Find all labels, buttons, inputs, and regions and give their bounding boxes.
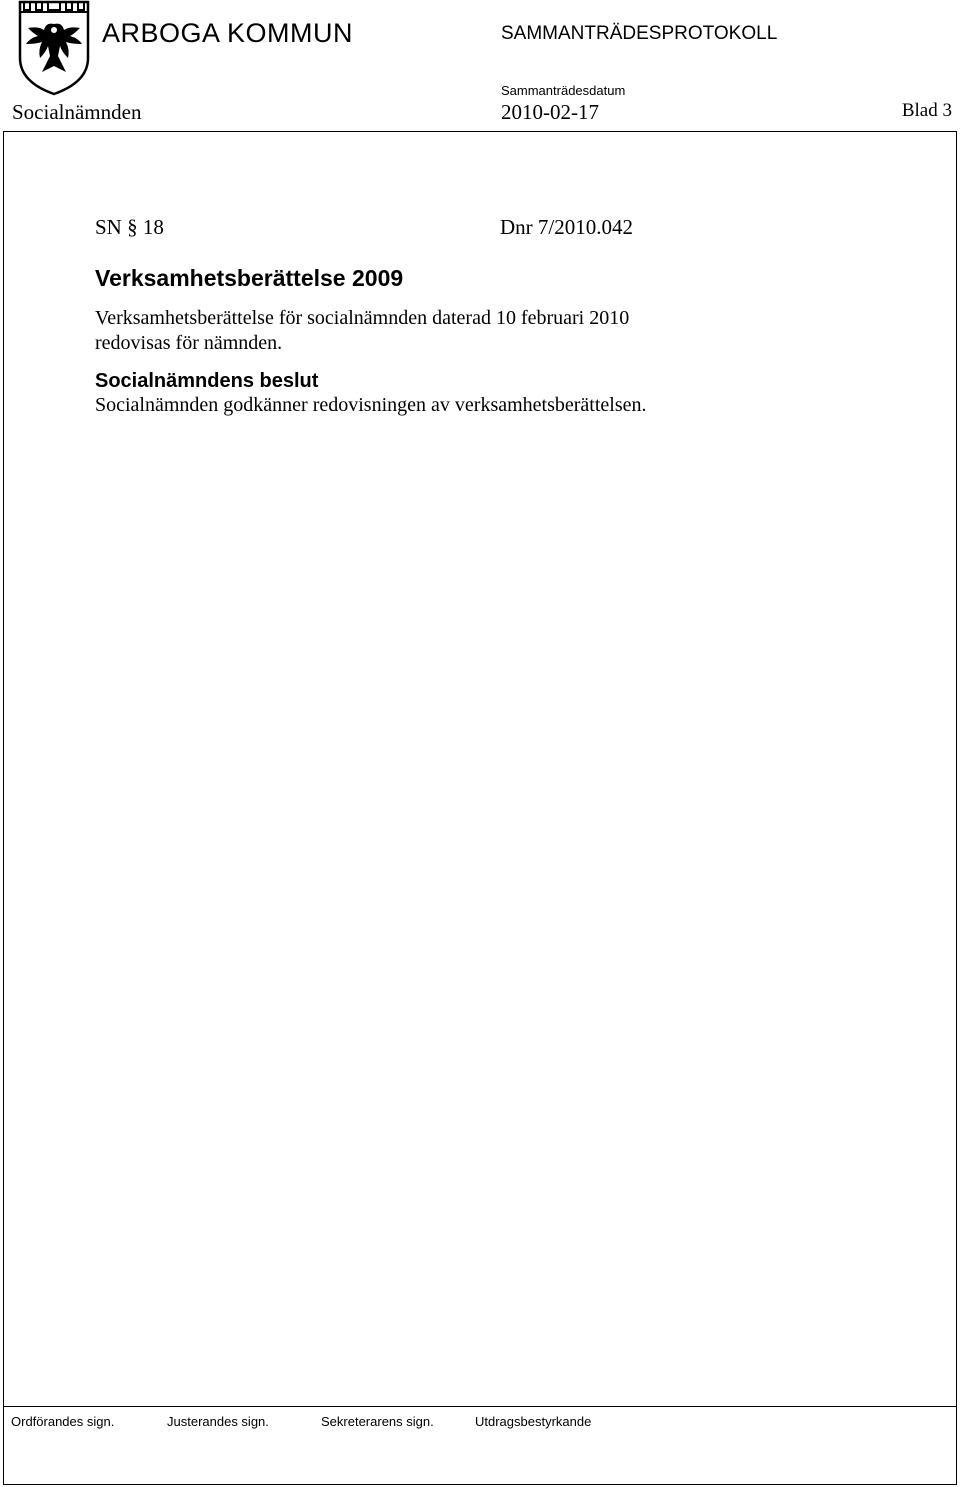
document-header — [0, 0, 960, 132]
description-line: Verksamhetsberättelse för socialnämnden daterad 10 februari 2010 — [95, 307, 630, 329]
agenda-item — [95, 215, 925, 418]
adjuster-signature-label: Justerandes sign. — [167, 1414, 269, 1429]
item-title: Verksamhetsberättelse 2009 — [95, 265, 404, 291]
item-description — [95, 306, 925, 356]
coat-of-arms-icon — [16, 0, 92, 96]
paragraph-number: SN § 18 — [95, 215, 164, 239]
registration-number: Dnr 7/2010.042 — [500, 215, 633, 239]
meeting-date-label: Sammanträdesdatum — [501, 83, 626, 98]
municipality-logo-text: ARBOGA KOMMUN — [102, 18, 354, 48]
paragraph-reference-row — [95, 215, 925, 245]
description-line: redovisas för nämnden. — [95, 332, 283, 354]
chair-signature-label: Ordförandes sign. — [11, 1414, 115, 1429]
committee-name: Socialnämnden — [12, 100, 142, 124]
secretary-signature-label: Sekreterarens sign. — [321, 1414, 434, 1429]
extract-certification-label: Utdragsbestyrkande — [475, 1414, 592, 1429]
meeting-date: 2010-02-17 — [501, 100, 599, 124]
document-type: SAMMANTRÄDESPROTOKOLL — [501, 23, 778, 44]
page-number: Blad 3 — [901, 100, 952, 121]
signature-footer — [3, 1406, 957, 1436]
decision-heading: Socialnämndens beslut — [95, 370, 319, 392]
decision-text: Socialnämnden godkänner redovisningen av verksamhetsberättelsen. — [95, 394, 647, 416]
